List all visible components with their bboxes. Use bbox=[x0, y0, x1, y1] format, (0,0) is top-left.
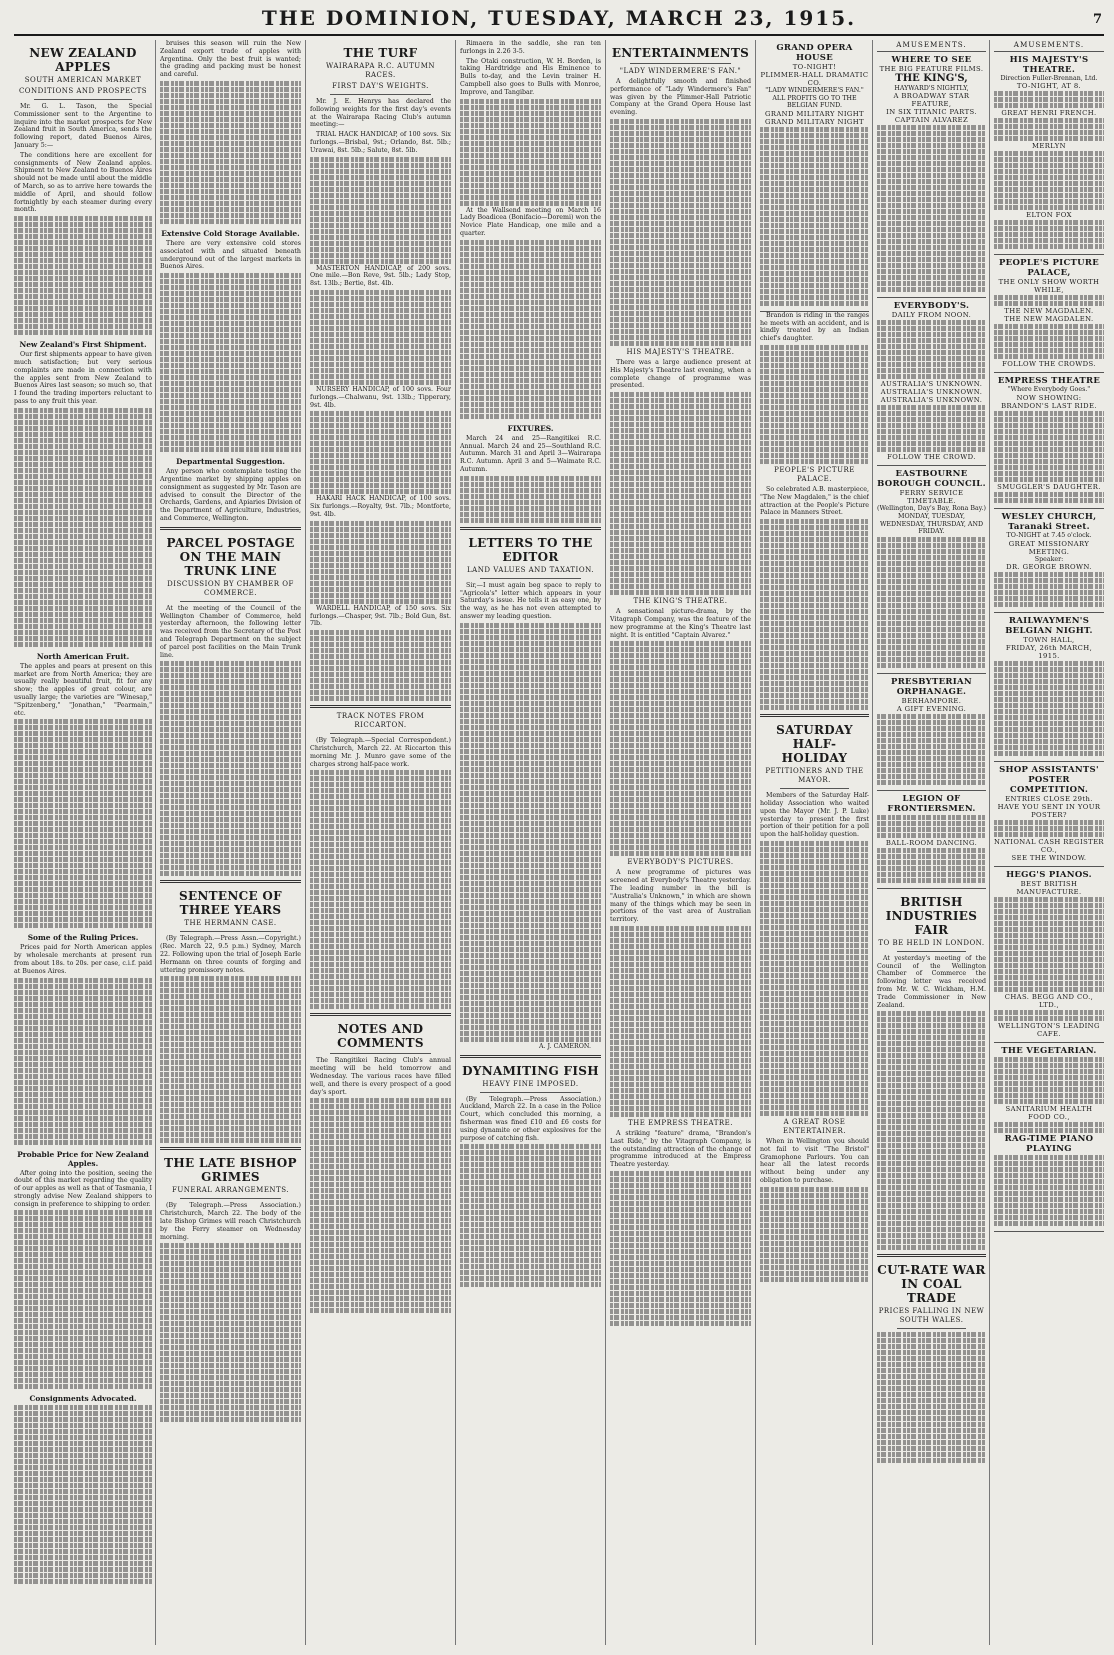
article-paragraph: The apples and pears at present on this market are from North America; they are usually really beautiful fruit, fit for any show; the apples of great colour, are usually large; the varieties are "Winesap," "Spitzenberg," "Jonathan," "Pearmain," etc. bbox=[14, 662, 152, 717]
article-paragraph: Mr. G. L. Tason, the Special Commissioner sent to the Argentine to inquire into the market prospects for New Zealand fruit in South America, sends the following report, dated Buenos Aires, January 5:— bbox=[14, 103, 152, 149]
subhead-land-values: LAND VALUES AND TAXATION. bbox=[467, 565, 594, 574]
page-number: 7 bbox=[1092, 12, 1102, 27]
article-paragraph: Prices paid for North American apples by wholesale merchants at present run from about 18s. to 20s. per case, c.i.f. paid at Buenos Aires. bbox=[14, 944, 152, 975]
article-paragraph: The conditions here are excellent for consignments of New Zealand apples. Shipment to New Zealand to Buenos Aires should not be made until about the middle of March, so as to arrive here towards the middle of April, and should follow fortnightly by each steamer during every month. bbox=[14, 151, 152, 214]
ad-line: A GIFT EVENING. bbox=[896, 704, 967, 713]
article-paragraph: Members of the Saturday Half-holiday Association who waited upon the Mayor (Mr. J. P. Luke) yesterday to present the first portion of their petition for a poll upon the half-holiday question. bbox=[760, 792, 869, 839]
article-paragraph: (By Telegraph.—Special Correspondent.) Christchurch, March 22. At Riccarton this morning Mr. J. Munro gave some of the charges strong half-pace work. bbox=[310, 737, 451, 768]
ad-peoples-palace bbox=[994, 255, 1104, 373]
subhead-first-day-weights: FIRST DAY'S WEIGHTS. bbox=[332, 82, 429, 90]
column-3 bbox=[305, 40, 451, 1645]
ad-title: GRAND OPERA HOUSE bbox=[776, 43, 853, 63]
ad-line: THE KING'S, bbox=[895, 72, 968, 84]
ad-line: FRIDAY, 26th MARCH, 1915. bbox=[1005, 644, 1093, 661]
subhead-kings-theatre: THE KING'S THEATRE. bbox=[633, 597, 728, 606]
subhead-lady-windermere: "LADY WINDERMERE'S FAN." bbox=[619, 67, 742, 75]
article-paragraph: A new programme of pictures was screened at Everybody's Theatre yesterday. The leading number in the bill is "Australia's Unknown," in which are shown many of the things which may be seen in portions of the vast area of Australian territory. bbox=[610, 869, 751, 924]
column-2 bbox=[155, 40, 301, 1645]
article-paragraph: Any person who contemplate testing the Argentine market by shipping apples on consignment as suggested by Mr. Tason are advised to consult the Director of the Orchards, Gardens, and Apiaries Division of the Department of Agriculture, Industries, and Commerce, Wellington. bbox=[160, 468, 301, 522]
amusements-header: AMUSEMENTS. bbox=[994, 40, 1104, 52]
ad-frontiersmen bbox=[877, 791, 986, 889]
article-paragraph: TRIAL HACK HANDICAP, of 100 sovs. Six furlongs.—Brisbal, 9st.; Orlando, 8st. 5lb.; Urawai, 8st. 5lb.; Salute, 8st. 5lb. bbox=[310, 131, 451, 154]
article-paragraph: bruises this season will ruin the New Zealand export trade of apples with Argentina. Only the best fruit is wanted; the grading and packing must be honest and careful. bbox=[160, 40, 301, 79]
subhead-everybodys: EVERYBODY'S PICTURES. bbox=[627, 858, 734, 867]
headline-the-turf: THE TURF bbox=[343, 46, 418, 60]
ad-eastbourne-ferry bbox=[877, 466, 986, 673]
ad-line: TO-NIGHT at 7.45 o'clock. bbox=[1006, 531, 1092, 539]
article-paragraph: A delightfully smooth and finished performance of "Lady Windermere's Fan" was given by the Plimmer-Hall Patriotic Company at the Grand Opera House last evening. bbox=[610, 78, 751, 117]
ad-line: MERLYN bbox=[1032, 142, 1066, 151]
article-paragraph: A sensational picture-drama, by the Vitagraph Company, was the feature of the new programme at the King's Theatre last night. It is entitled "Captain Alvarez." bbox=[610, 608, 751, 639]
ad-line: SANITARIUM HEALTH FOOD CO., bbox=[1005, 1105, 1093, 1122]
article-paragraph: Sir,—I must again beg space to reply to "Agricola's" letter which appears in your Saturday's issue. He tells it as easy one, by the way, as he has not even attempted to answer my leading question. bbox=[460, 581, 601, 620]
columns bbox=[14, 40, 1104, 1645]
article-paragraph: There was a large audience present at His Majesty's Theatre last evening, when a complete change of programme was presented. bbox=[610, 358, 751, 390]
section-heading: North American Fruit. bbox=[36, 651, 130, 661]
ad-title: EMPRESS THEATRE bbox=[997, 376, 1101, 387]
subhead-hermann-case: THE HERMANN CASE. bbox=[184, 919, 277, 928]
ad-title: PEOPLE'S PICTURE PALACE, bbox=[998, 258, 1100, 279]
ad-line: AUSTRALIA'S UNKNOWN. bbox=[880, 396, 983, 405]
article-paragraph: Mr. J. E. Henrys has declared the following weights for the first day's events at the Wairarapa Racing Club's autumn meeting:— bbox=[310, 98, 451, 129]
headline-entertainments: ENTERTAINMENTS bbox=[611, 46, 750, 60]
subhead-heavy-fine: HEAVY FINE IMPOSED. bbox=[482, 1079, 579, 1088]
column-4 bbox=[455, 40, 601, 1645]
ad-line: FOLLOW THE CROWD. bbox=[887, 453, 976, 462]
article-paragraph: WARDELL HANDICAP, of 150 sovs. Six furlongs.—Chasper, 9st. 7lb.; Bold Gun, 8st. 7lb. bbox=[310, 604, 451, 628]
ad-line: AUSTRALIA'S UNKNOWN. bbox=[880, 380, 983, 389]
ad-line: TOWN HALL, bbox=[1023, 636, 1075, 645]
subhead-riccarton: TRACK NOTES FROM RICCARTON. bbox=[336, 712, 425, 730]
ad-line: GRAND MILITARY NIGHT bbox=[764, 109, 864, 118]
letter-signature: A. J. CAMERON. bbox=[538, 1042, 591, 1050]
amusements-header: AMUSEMENTS. bbox=[877, 40, 986, 52]
ad-wesley-church bbox=[994, 509, 1104, 613]
ad-line: FOLLOW THE CROWDS. bbox=[1002, 360, 1096, 369]
ad-line: "LADY WINDERMERE'S FAN." bbox=[765, 87, 864, 94]
ad-line: GREAT MISSIONARY MEETING. bbox=[1008, 539, 1090, 556]
article-paragraph: HAKARI HACK HANDICAP, of 100 sovs. Six furlongs.—Royalty, 9st. 7lb.; Montforte, 9st. 4lb. bbox=[310, 495, 451, 518]
subhead-london: TO BE HELD IN LONDON. bbox=[878, 938, 985, 947]
column-5 bbox=[605, 40, 751, 1645]
ad-line: THE BIG FEATURE FILMS. bbox=[879, 64, 984, 73]
ad-line: PLIMMER-HALL DRAMATIC CO. bbox=[760, 71, 869, 87]
article-paragraph: At yesterday's meeting of the Council of the Wellington Chamber of Commerce the following letter was received from Mr. W. C. Wickham, H.M. Trade Commissioner in New Zealand. bbox=[877, 954, 986, 1009]
ad-line: BERHAMPORE. bbox=[901, 696, 962, 705]
column-1 bbox=[14, 40, 152, 1645]
section-heading: Some of the Ruling Prices. bbox=[27, 933, 139, 943]
ad-title: HIS MAJESTY'S THEATRE. bbox=[1009, 54, 1089, 75]
subhead-peoples-palace: PEOPLE'S PICTURE PALACE. bbox=[774, 465, 855, 483]
ad-line: GRAND MILITARY NIGHT bbox=[764, 117, 864, 126]
ad-line: IN SIX TITANIC PARTS. bbox=[886, 108, 977, 117]
article-paragraph: Brandon is riding in the ranges he meets with an accident, and is kindly treated by an Indian chief's daughter. bbox=[760, 311, 869, 343]
ad-line: TO-NIGHT! bbox=[792, 63, 837, 71]
ad-title: LEGION OF FRONTIERSMEN. bbox=[887, 793, 976, 814]
ad-line: GREAT HENRI FRENCH. bbox=[1001, 109, 1097, 118]
ad-title: THE VEGETARIAN. bbox=[1001, 1046, 1097, 1057]
article-paragraph: So celebrated A.B. masterpiece, "The New Magdalen," is the chief attraction at the People's Picture Palace in Manners Street. bbox=[760, 485, 869, 517]
ad-title: WHERE TO SEE bbox=[891, 54, 972, 65]
ad-line: TO-NIGHT, AT 8. bbox=[1016, 82, 1082, 91]
headline-nz-apples: NEW ZEALAND APPLES bbox=[29, 46, 137, 74]
ad-title: EVERYBODY'S. bbox=[893, 301, 970, 312]
article-paragraph: The Otaki construction, W. H. Borden, is taking Hardtridge and His Eminence to Bulls to-day, and the Levin trainer H. Campbell also goes to Bulls with Monroe, Improve, and Tangibar. bbox=[460, 57, 601, 96]
ad-line: AUSTRALIA'S UNKNOWN. bbox=[880, 388, 983, 397]
ad-line: THE NEW MAGDALEN. bbox=[1004, 307, 1094, 316]
ad-line: MONDAY, TUESDAY, WEDNESDAY, THURSDAY, AND FRIDAY. bbox=[879, 512, 984, 536]
ad-line: THE NEW MAGDALEN. bbox=[1004, 315, 1094, 324]
column-8 bbox=[989, 40, 1104, 1645]
ad-line: FERRY SERVICE TIMETABLE. bbox=[899, 489, 964, 506]
ad-title: EASTBOURNE BOROUGH COUNCIL. bbox=[877, 469, 986, 490]
ad-everybodys bbox=[877, 298, 986, 466]
ad-beggs-pianos bbox=[994, 867, 1104, 1043]
article-paragraph: The Rangitikei Racing Club's annual meeting will be held tomorrow and Wednesday. The various races have filled well, and there is every prospect of a good day's sport. bbox=[310, 1057, 451, 1096]
article-paragraph: March 24 and 25—Rangitikei R.C. Annual. March 24 and 25—Southland R.C. Autumn. March 31 and April 3—Wairarapa R.C. Autumn. April 3 and 5—Waimate R.C. Autumn. bbox=[460, 434, 601, 473]
ad-railwaymen bbox=[994, 613, 1104, 762]
article-paragraph: NURSERY HANDICAP, of 100 sovs. Four furlongs.—Chalwanu, 9st. 13lb.; Tipperary, 9st. 4lb. bbox=[310, 385, 451, 409]
ad-line: HAYWARD'S NIGHTLY, bbox=[894, 84, 969, 92]
subhead-conditions: CONDITIONS AND PROSPECTS bbox=[18, 87, 148, 95]
ad-line: CAPTAIN ALVAREZ bbox=[894, 116, 969, 125]
ad-title: SHOP ASSISTANTS' POSTER COMPETITION. bbox=[999, 765, 1099, 796]
ad-line: BALL-ROOM DANCING. bbox=[885, 838, 978, 847]
ad-line: BEST BRITISH MANUFACTURE. bbox=[1016, 880, 1082, 897]
ad-orphanage bbox=[877, 674, 986, 791]
article-paragraph: Our first shipments appear to have given much satisfaction; but very serious complaints are made in connection with the apples sent from New Zealand to Buenos Aires last season; so much so, that I found the trading importers reluctant to pass to any fruit this year. bbox=[14, 351, 152, 405]
article-paragraph: After going into the position, seeing the doubt of this market regarding the quality of our apples as well as that of Tasmania, I strongly advise New Zealand shippers to consign in preference to shipping to order. bbox=[14, 1169, 152, 1208]
article-paragraph: Rimaera in the saddle, she ran ten furlongs in 2.26 3-5. bbox=[460, 40, 601, 55]
headline-letters-editor: LETTERS TO THE EDITOR bbox=[468, 535, 593, 564]
subhead-nsw-prices: PRICES FALLING IN NEW SOUTH WALES. bbox=[878, 1307, 985, 1325]
ad-poster-competition bbox=[994, 762, 1104, 867]
ad-line: CHAS. BEGG AND CO., LTD., bbox=[1004, 993, 1094, 1010]
headline-notes-comments: NOTES AND COMMENTS bbox=[337, 1022, 424, 1051]
article-paragraph: There are very extensive cold stores associated with and situated beneath underground out of the largest markets in Buenos Aires. bbox=[160, 239, 301, 271]
ad-line: ALL PROFITS GO TO THE BELGIAN FUND. bbox=[772, 94, 857, 110]
ad-title: PRESBYTERIAN ORPHANAGE. bbox=[891, 676, 972, 697]
ad-line: ENTRIES CLOSE 29th. bbox=[1005, 795, 1093, 804]
ad-his-majestys bbox=[994, 52, 1104, 256]
ad-where-to-see bbox=[877, 52, 986, 299]
subhead-petitioners: PETITIONERS AND THE MAYOR. bbox=[765, 767, 864, 785]
column-7 bbox=[872, 40, 986, 1645]
subhead-chamber-discussion: DISCUSSION BY CHAMBER OF COMMERCE. bbox=[167, 579, 294, 597]
article-paragraph: When in Wellington you should not fail to visit "The Bristol" Gramophone Parlours. You can hear all the latest records without being under any obligation to purchase. bbox=[760, 1137, 869, 1184]
ad-line: "Where Everybody Goes." bbox=[1007, 386, 1091, 394]
ad-title: RAG-TIME PIANO PLAYING bbox=[1004, 1134, 1094, 1155]
section-heading: Probable Price for New Zealand Apples. bbox=[17, 1149, 149, 1168]
ad-grand-opera-house bbox=[760, 40, 869, 312]
ad-line: HAVE YOU SENT IN YOUR POSTER? bbox=[997, 803, 1101, 820]
ad-line: THE ONLY SHOW WORTH WHILE, bbox=[998, 278, 1100, 295]
subhead-funeral: FUNERAL ARRANGEMENTS. bbox=[171, 1186, 289, 1195]
subhead-rose-entertainer: A GREAT ROSE ENTERTAINER. bbox=[783, 1117, 846, 1135]
headline-half-holiday: SATURDAY HALF-HOLIDAY bbox=[776, 723, 853, 766]
ad-vegetarian bbox=[994, 1043, 1104, 1232]
ad-line: Speaker: bbox=[1034, 555, 1064, 563]
headline-sentence: SENTENCE OF THREE YEARS bbox=[179, 889, 282, 918]
article-paragraph: A striking "feature" drama, "Brandon's Last Ride," by the Vitagraph Company, is the outstanding attraction of the change of programme introduced at the Empress Theatre yesterday. bbox=[610, 1129, 751, 1169]
section-heading: New Zealand's First Shipment. bbox=[19, 340, 147, 350]
ad-line: (Wellington, Day's Bay, Rona Bay.) bbox=[877, 505, 986, 513]
article-paragraph: At the meeting of the Council of the Wellington Chamber of Commerce, held yesterday afternoon, the following letter was received from the Secretary of the Post and Telegraph Department on the subject of parcel post facilities on the Main Trunk line. bbox=[160, 604, 301, 659]
ad-title: WESLEY CHURCH, Taranaki Street. bbox=[1001, 511, 1097, 532]
masthead-title: THE DOMINION, TUESDAY, MARCH 23, 1915. bbox=[261, 6, 857, 30]
ad-empress-theatre bbox=[994, 373, 1104, 509]
subhead-wairarapa: WAIRARAPA R.C. AUTUMN RACES. bbox=[325, 62, 436, 79]
article-paragraph: (By Telegraph.—Press Assn.—Copyright.) (Rec. March 22, 9.5 p.m.) Sydney, March 22. Following upon the trial of Joseph Earle Hermann on three counts of forging and uttering promissory notes. bbox=[160, 935, 301, 974]
ad-title: RAILWAYMEN'S BELGIAN NIGHT. bbox=[1005, 616, 1093, 637]
headline-parcel-postage: PARCEL POSTAGE ON THE MAIN TRUNK LINE bbox=[166, 535, 295, 578]
headline-dynamiting-fish: DYNAMITING FISH bbox=[462, 1063, 599, 1078]
column-6 bbox=[755, 40, 869, 1645]
ad-line: A BROADWAY STAR FEATURE, bbox=[893, 92, 970, 109]
ad-line: SMUGGLER'S DAUGHTER. bbox=[997, 482, 1101, 491]
headline-coal-trade: CUT-RATE WAR IN COAL TRADE bbox=[877, 1263, 986, 1306]
ad-title: HEGG'S PIANOS. bbox=[1006, 870, 1092, 881]
ad-line: WELLINGTON'S LEADING CAFE. bbox=[998, 1022, 1100, 1039]
article-paragraph: (By Telegraph.—Press Association.) Christchurch, March 22. The body of the late Bishop Grimes will reach Christchurch by the Ferry steamer on Wednesday morning. bbox=[160, 1202, 301, 1241]
article-paragraph: (By Telegraph.—Press Association.) Auckland, March 22. In a case in the Police Court, which concluded this morning, a fisherman was fined £10 and £6 costs for using dynamite or other explosives for the purpose of catching fish. bbox=[460, 1095, 601, 1142]
headline-industries-fair: BRITISH INDUSTRIES FAIR bbox=[885, 894, 978, 937]
ad-line: SEE THE WINDOW. bbox=[1011, 854, 1087, 863]
section-heading: Consignments Advocated. bbox=[29, 1394, 137, 1404]
ad-line: Direction Fuller-Brennan, Ltd. bbox=[1000, 74, 1098, 82]
subhead-south-american-market: SOUTH AMERICAN MARKET bbox=[24, 76, 142, 84]
ad-line: DR. GEORGE BROWN. bbox=[1006, 563, 1092, 572]
article-paragraph: At the Wallsend meeting on March 16 Lady Boadicea (Bonifacio—Doremi) won the Novice Plate Handicap, one mile and a quarter. bbox=[460, 206, 601, 237]
section-heading-fixtures: FIXTURES. bbox=[507, 423, 554, 433]
masthead bbox=[14, 4, 1104, 36]
ad-line: NOW SHOWING: bbox=[1016, 393, 1082, 402]
subhead-empress: THE EMPRESS THEATRE. bbox=[628, 1118, 733, 1127]
section-heading: Departmental Suggestion. bbox=[176, 457, 285, 467]
article-paragraph: MASTERTON HANDICAP, of 200 sovs. One mile.—Bon Reve, 9st. 5lb.; Lady Stop, 8st. 13lb.; Bertie, 8st. 4lb. bbox=[310, 264, 451, 288]
section-heading: Extensive Cold Storage Available. bbox=[161, 228, 300, 238]
headline-bishop-grimes: THE LATE BISHOP GRIMES bbox=[164, 1156, 297, 1185]
ad-line: BRANDON'S LAST RIDE. bbox=[1001, 401, 1097, 410]
ad-line: ELTON FOX bbox=[1026, 211, 1072, 220]
ad-line: NATIONAL CASH REGISTER CO., bbox=[994, 838, 1104, 855]
ad-line: DAILY FROM NOON. bbox=[891, 311, 972, 320]
subhead-his-majestys: HIS MAJESTY'S THEATRE. bbox=[626, 347, 735, 356]
